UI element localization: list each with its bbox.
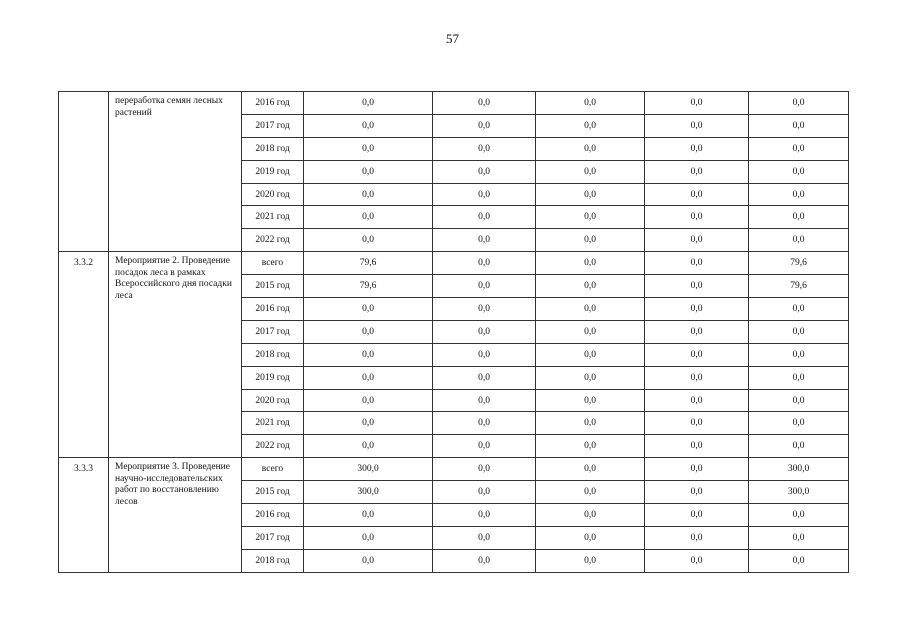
value-cell: 0,0 [645, 458, 749, 481]
value-cell: 0,0 [645, 298, 749, 321]
value-cell: 0,0 [304, 206, 433, 229]
value-cell: 0,0 [433, 114, 536, 137]
value-cell: 0,0 [749, 526, 849, 549]
period-cell: 2022 год [242, 435, 304, 458]
period-cell: 2017 год [242, 526, 304, 549]
value-cell: 0,0 [645, 504, 749, 527]
page-number: 57 [446, 31, 459, 46]
value-cell: 0,0 [536, 92, 645, 115]
value-cell: 0,0 [645, 206, 749, 229]
value-cell: 0,0 [645, 137, 749, 160]
period-cell: 2017 год [242, 114, 304, 137]
measure-description: Мероприятие 2. Проведение посадок леса в рамках Всероссийского дня посадки леса [109, 252, 242, 458]
value-cell: 0,0 [304, 114, 433, 137]
value-cell: 0,0 [536, 526, 645, 549]
value-cell: 0,0 [536, 275, 645, 298]
value-cell: 0,0 [536, 504, 645, 527]
period-cell: 2015 год [242, 481, 304, 504]
value-cell: 0,0 [749, 435, 849, 458]
value-cell: 300,0 [304, 458, 433, 481]
value-cell: 0,0 [433, 435, 536, 458]
value-cell: 0,0 [536, 389, 645, 412]
value-cell: 79,6 [304, 275, 433, 298]
value-cell: 0,0 [304, 412, 433, 435]
value-cell: 0,0 [304, 298, 433, 321]
budget-table [58, 91, 849, 573]
value-cell: 0,0 [536, 137, 645, 160]
value-cell: 79,6 [749, 275, 849, 298]
period-cell: 2019 год [242, 366, 304, 389]
value-cell: 0,0 [433, 412, 536, 435]
value-cell: 0,0 [645, 435, 749, 458]
value-cell: 0,0 [433, 481, 536, 504]
value-cell: 0,0 [304, 160, 433, 183]
value-cell: 0,0 [433, 343, 536, 366]
value-cell: 0,0 [645, 343, 749, 366]
value-cell: 0,0 [304, 366, 433, 389]
value-cell: 0,0 [645, 412, 749, 435]
value-cell: 0,0 [433, 206, 536, 229]
value-cell: 0,0 [536, 481, 645, 504]
value-cell: 0,0 [645, 183, 749, 206]
value-cell: 0,0 [645, 526, 749, 549]
value-cell: 0,0 [749, 343, 849, 366]
value-cell: 300,0 [304, 481, 433, 504]
value-cell: 0,0 [536, 412, 645, 435]
table-row [59, 458, 849, 481]
value-cell: 0,0 [749, 504, 849, 527]
value-cell: 0,0 [645, 366, 749, 389]
value-cell: 0,0 [645, 160, 749, 183]
value-cell: 0,0 [536, 458, 645, 481]
value-cell: 0,0 [433, 92, 536, 115]
value-cell: 0,0 [749, 92, 849, 115]
value-cell: 0,0 [433, 389, 536, 412]
measure-description: переработка семян лесных растений [109, 92, 242, 252]
value-cell: 0,0 [433, 275, 536, 298]
period-cell: 2022 год [242, 229, 304, 252]
period-cell: 2016 год [242, 298, 304, 321]
period-cell: всего [242, 252, 304, 275]
value-cell: 0,0 [749, 137, 849, 160]
value-cell: 0,0 [749, 114, 849, 137]
value-cell: 0,0 [304, 137, 433, 160]
period-cell: 2018 год [242, 137, 304, 160]
value-cell: 0,0 [536, 298, 645, 321]
period-cell: 2016 год [242, 92, 304, 115]
value-cell: 0,0 [536, 183, 645, 206]
period-cell: 2021 год [242, 206, 304, 229]
value-cell: 0,0 [749, 298, 849, 321]
value-cell: 0,0 [749, 160, 849, 183]
value-cell: 0,0 [304, 435, 433, 458]
value-cell: 0,0 [645, 320, 749, 343]
value-cell: 0,0 [645, 481, 749, 504]
value-cell: 0,0 [536, 549, 645, 572]
value-cell: 0,0 [433, 298, 536, 321]
measure-description: Мероприятие 3. Проведение научно-исследовательских работ по восстановлению лесов [109, 458, 242, 572]
value-cell: 0,0 [536, 252, 645, 275]
value-cell: 0,0 [433, 526, 536, 549]
value-cell: 79,6 [304, 252, 433, 275]
period-cell: всего [242, 458, 304, 481]
value-cell: 0,0 [749, 229, 849, 252]
value-cell: 0,0 [749, 412, 849, 435]
measure-code [59, 92, 109, 252]
period-cell: 2020 год [242, 389, 304, 412]
value-cell: 0,0 [749, 320, 849, 343]
value-cell: 0,0 [749, 549, 849, 572]
value-cell: 0,0 [645, 114, 749, 137]
value-cell: 0,0 [536, 366, 645, 389]
value-cell: 0,0 [433, 366, 536, 389]
value-cell: 0,0 [433, 458, 536, 481]
table-body [59, 92, 849, 573]
value-cell: 0,0 [749, 366, 849, 389]
value-cell: 0,0 [749, 183, 849, 206]
period-cell: 2021 год [242, 412, 304, 435]
value-cell: 0,0 [433, 252, 536, 275]
value-cell: 0,0 [645, 389, 749, 412]
value-cell: 0,0 [536, 435, 645, 458]
value-cell: 0,0 [304, 526, 433, 549]
value-cell: 0,0 [536, 206, 645, 229]
period-cell: 2020 год [242, 183, 304, 206]
measure-code: 3.3.2 [59, 252, 109, 458]
value-cell: 79,6 [749, 252, 849, 275]
value-cell: 0,0 [645, 229, 749, 252]
value-cell: 0,0 [536, 114, 645, 137]
table-row [59, 92, 849, 115]
value-cell: 0,0 [304, 389, 433, 412]
value-cell: 0,0 [536, 343, 645, 366]
period-cell: 2019 год [242, 160, 304, 183]
value-cell: 0,0 [645, 549, 749, 572]
value-cell: 0,0 [304, 183, 433, 206]
value-cell: 0,0 [536, 160, 645, 183]
value-cell: 0,0 [304, 343, 433, 366]
value-cell: 0,0 [645, 252, 749, 275]
value-cell: 0,0 [749, 389, 849, 412]
value-cell: 0,0 [433, 137, 536, 160]
value-cell: 0,0 [304, 504, 433, 527]
value-cell: 0,0 [433, 183, 536, 206]
table-row [59, 252, 849, 275]
value-cell: 0,0 [645, 92, 749, 115]
value-cell: 0,0 [536, 320, 645, 343]
value-cell: 0,0 [304, 549, 433, 572]
value-cell: 0,0 [304, 320, 433, 343]
value-cell: 0,0 [433, 504, 536, 527]
value-cell: 300,0 [749, 481, 849, 504]
period-cell: 2015 год [242, 275, 304, 298]
value-cell: 0,0 [433, 160, 536, 183]
value-cell: 0,0 [304, 229, 433, 252]
period-cell: 2018 год [242, 549, 304, 572]
value-cell: 300,0 [749, 458, 849, 481]
value-cell: 0,0 [433, 320, 536, 343]
period-cell: 2016 год [242, 504, 304, 527]
value-cell: 0,0 [749, 206, 849, 229]
period-cell: 2017 год [242, 320, 304, 343]
period-cell: 2018 год [242, 343, 304, 366]
value-cell: 0,0 [433, 229, 536, 252]
value-cell: 0,0 [536, 229, 645, 252]
value-cell: 0,0 [304, 92, 433, 115]
value-cell: 0,0 [645, 275, 749, 298]
value-cell: 0,0 [433, 549, 536, 572]
measure-code: 3.3.3 [59, 458, 109, 572]
